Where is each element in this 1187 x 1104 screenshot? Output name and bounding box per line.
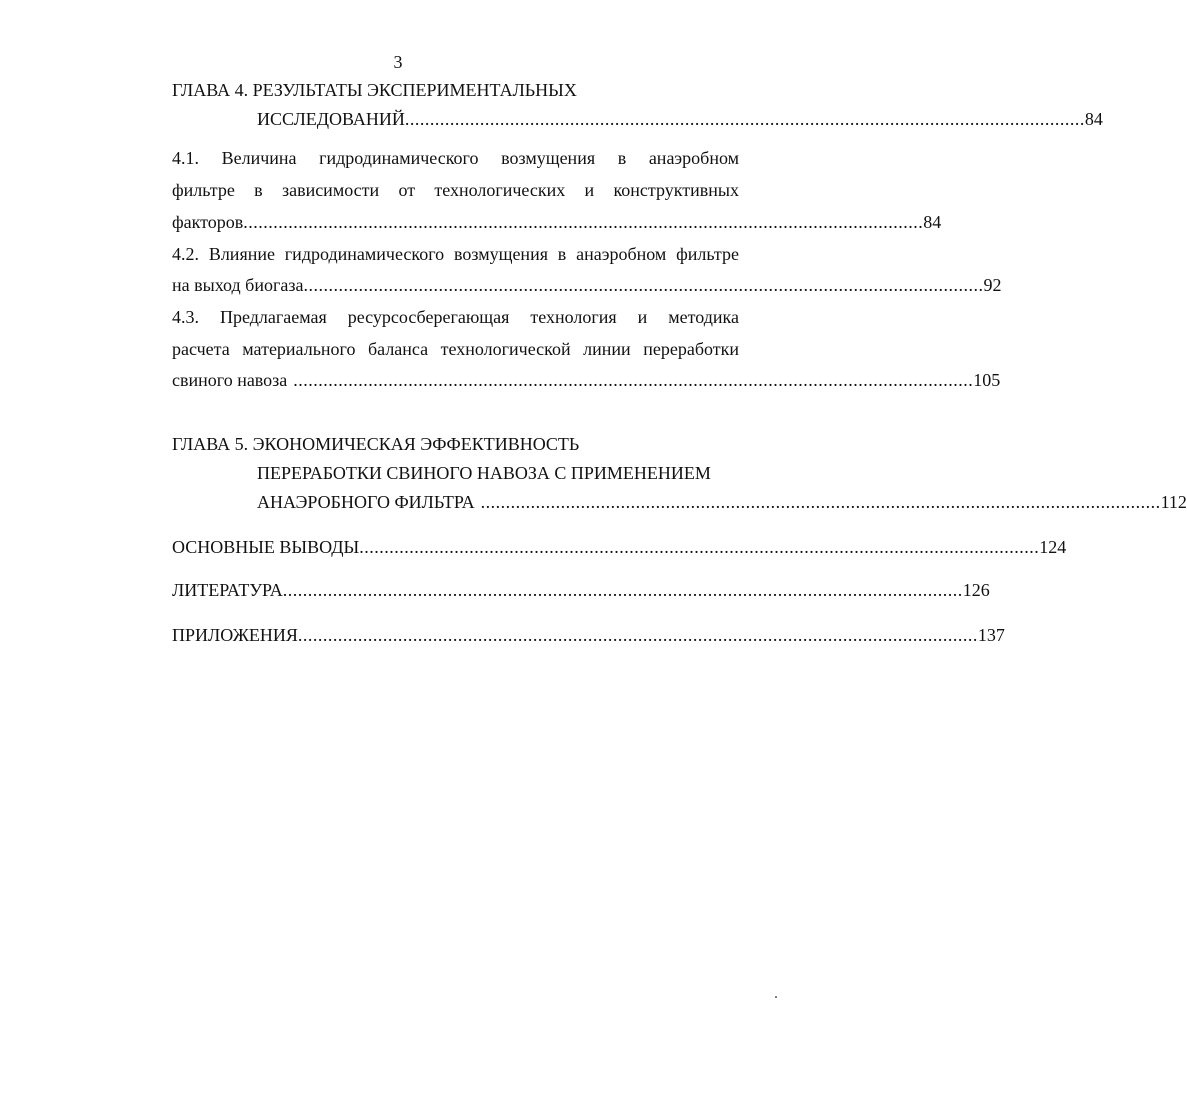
- section-4-2-entry[interactable]: [172, 273, 1002, 297]
- section-4-1-line3: факторов: [172, 212, 244, 232]
- section-4-3-entry[interactable]: [172, 368, 1001, 392]
- dot-leader: ........................................................................................................................................: [297, 625, 978, 645]
- dot-leader: ........................................................................................................................................: [359, 537, 1040, 557]
- chapter-5-entry[interactable]: [257, 490, 1187, 514]
- scan-speck: [775, 996, 777, 998]
- section-4-3-line1: 4.3. Предлагаемая ресурсосберегающая технология и методика: [172, 307, 739, 327]
- appendices-entry[interactable]: [172, 623, 1005, 647]
- section-4-1-line2: фильтре в зависимости от технологических и конструктивных: [172, 180, 739, 200]
- section-4-3-line2: расчета материального баланса технологической линии переработки: [172, 339, 739, 359]
- dot-leader: ........................................................................................................................................: [404, 109, 1085, 129]
- conclusions-label: ОСНОВНЫЕ ВЫВОДЫ: [172, 537, 360, 557]
- chapter-5-page: 112: [1160, 492, 1187, 512]
- section-4-1-page: 84: [923, 212, 942, 232]
- section-4-1-line1: 4.1. Величина гидродинамического возмущения в анаэробном: [172, 148, 739, 168]
- dot-leader: ........................................................................................................................................: [303, 275, 984, 295]
- dot-leader: ........................................................................................................................................: [243, 212, 924, 232]
- dot-leader: ........................................................................................................................................: [293, 370, 974, 390]
- appendices-page: 137: [977, 625, 1005, 645]
- dot-leader: ........................................................................................................................................: [282, 580, 963, 600]
- chapter-5-title: ГЛАВА 5. ЭКОНОМИЧЕСКАЯ ЭФФЕКТИВНОСТЬ: [172, 434, 580, 454]
- chapter-4-title-cont: ИССЛЕДОВАНИЙ: [257, 109, 405, 129]
- section-4-2-line2: на выход биогаза: [172, 275, 304, 295]
- chapter-4-title: ГЛАВА 4. РЕЗУЛЬТАТЫ ЭКСПЕРИМЕНТАЛЬНЫХ: [172, 80, 577, 100]
- chapter-4-page: 84: [1084, 109, 1103, 129]
- section-4-2-line1: 4.2. Влияние гидродинамического возмущения в анаэробном фильтре: [172, 244, 739, 264]
- literature-label: ЛИТЕРАТУРА: [172, 580, 283, 600]
- conclusions-entry[interactable]: [172, 535, 1067, 559]
- chapter-5-title-cont1: ПЕРЕРАБОТКИ СВИНОГО НАВОЗА С ПРИМЕНЕНИЕМ: [257, 463, 711, 483]
- section-4-3-line3: свиного навоза: [172, 370, 288, 390]
- page-number: 3: [393, 52, 403, 72]
- literature-entry[interactable]: [172, 578, 990, 602]
- section-4-1-entry[interactable]: [172, 210, 942, 234]
- appendices-label: ПРИЛОЖЕНИЯ: [172, 625, 298, 645]
- literature-page: 126: [962, 580, 990, 600]
- section-4-3-page: 105: [973, 370, 1001, 390]
- conclusions-page: 124: [1039, 537, 1067, 557]
- chapter-5-title-cont2: АНАЭРОБНОГО ФИЛЬТРА: [257, 492, 475, 512]
- chapter-4-entry[interactable]: [257, 107, 1103, 131]
- dot-leader: ........................................................................................................................................: [480, 492, 1161, 512]
- section-4-2-page: 92: [983, 275, 1002, 295]
